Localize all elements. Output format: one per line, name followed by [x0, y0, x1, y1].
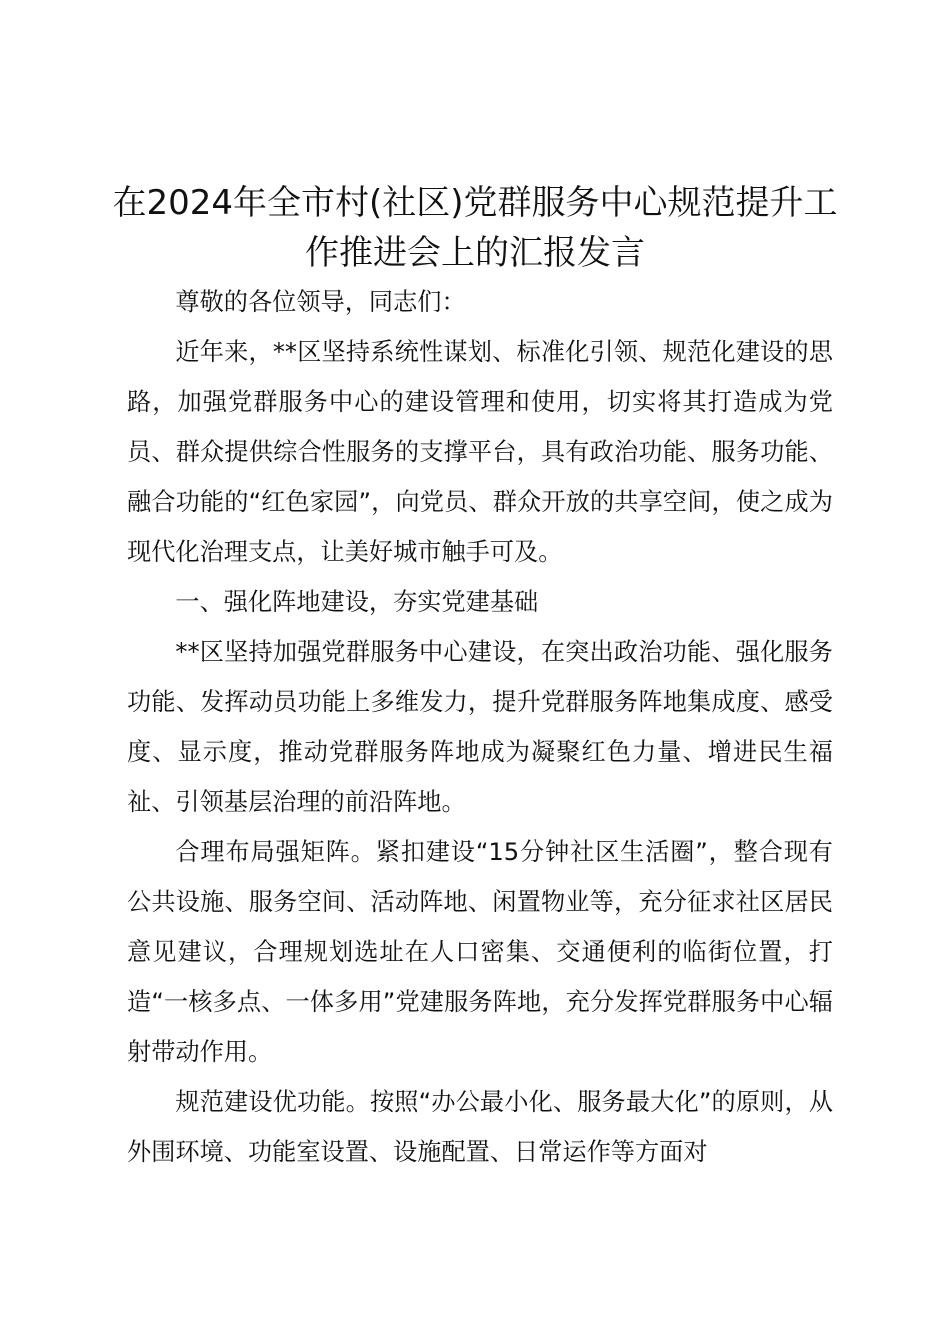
layout-paragraph: 合理布局强矩阵。紧扣建设“15分钟社区生活圈”，整合现有公共设施、服务空间、活动阵地、闲置物业等，充分征求社区居民意见建议，合理规划选址在人口密集、交通便利的临街位置，打造“一核多点、一体多用”党建服务阵地，充分发挥党群服务中心辐射带动作用。	[127, 838, 833, 1066]
section-heading: 一、强化阵地建设，夯实党建基础	[175, 588, 539, 616]
document-body	[127, 277, 833, 1177]
section-paragraph: **区坚持加强党群服务中心建设，在突出政治功能、强化服务功能、发挥动员功能上多维发力，提升党群服务阵地集成度、感受度、显示度，推动党群服务阵地成为凝聚红色力量、增进民生福祉、引领基层治理的前沿阵地。	[127, 638, 833, 816]
standard-paragraph: 规范建设优功能。按照“办公最小化、服务最大化”的原则，从外围环境、功能室设置、设施配置、日常运作等方面对	[127, 1088, 833, 1166]
intro-paragraph: 近年来，**区坚持系统性谋划、标准化引领、规范化建设的思路，加强党群服务中心的建设管理和使用，切实将其打造成为党员、群众提供综合性服务的支撑平台，具有政治功能、服务功能、融合功能的“红色家园”，向党员、群众开放的共享空间，使之成为现代化治理支点，让美好城市触手可及。	[127, 338, 833, 566]
document-title: 在2024年全市村(社区)党群服务中心规范提升工作推进会上的汇报发言	[112, 183, 838, 273]
salutation: 尊敬的各位领导，同志们：	[175, 288, 466, 316]
